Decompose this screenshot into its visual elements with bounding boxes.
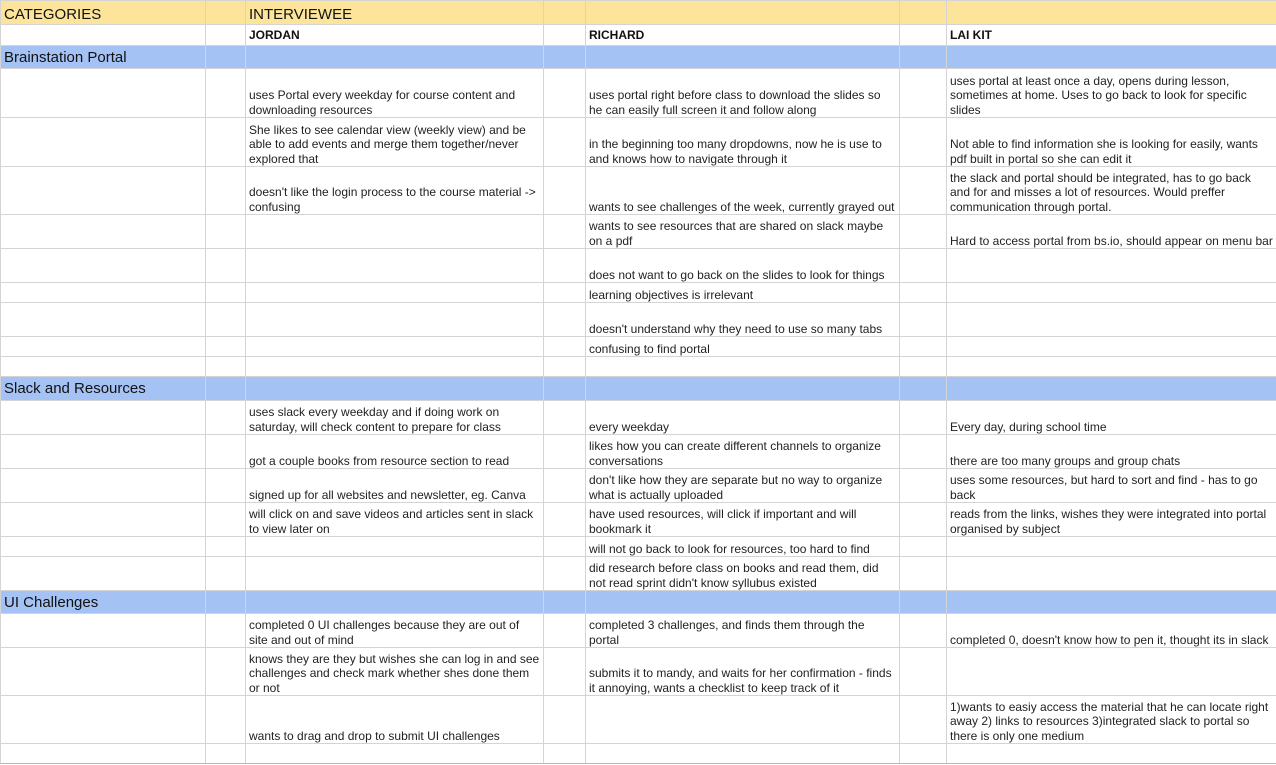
cell-richard[interactable]: did research before class on books and read them, did not read sprint didn't know syllubus existed xyxy=(586,557,900,591)
cell-jordan[interactable]: completed 0 UI challenges because they are out of site and out of mind xyxy=(246,614,544,648)
cell-richard[interactable]: does not want to go back on the slides to look for things xyxy=(586,249,900,283)
cell-jordan[interactable]: uses Portal every weekday for course content and downloading resources xyxy=(246,69,544,118)
interviewee-header[interactable]: INTERVIEWEE xyxy=(246,1,544,25)
cell-richard[interactable] xyxy=(586,696,900,744)
cell-jordan[interactable] xyxy=(246,215,544,249)
cell-laikit[interactable] xyxy=(947,249,1276,283)
cell-laikit[interactable] xyxy=(947,557,1276,591)
cell-jordan[interactable] xyxy=(246,557,544,591)
interviewee-laikit[interactable]: LAI KIT xyxy=(947,25,1276,46)
cell-jordan[interactable]: will click on and save videos and articles sent in slack to view later on xyxy=(246,503,544,537)
cell-jordan[interactable]: got a couple books from resource section to read xyxy=(246,435,544,469)
cell-richard[interactable]: in the beginning too many dropdowns, now he is use to and knows how to navigate through it xyxy=(586,118,900,167)
cell-jordan[interactable]: knows they are they but wishes she can log in and see challenges and check mark whether shes done them or not xyxy=(246,648,544,696)
section-header-row xyxy=(1,591,1276,614)
cell-jordan[interactable] xyxy=(246,537,544,557)
categories-header[interactable]: CATEGORIES xyxy=(1,1,206,25)
cell-jordan[interactable] xyxy=(246,303,544,337)
table-row xyxy=(1,435,1276,469)
cell-richard[interactable]: confusing to find portal xyxy=(586,337,900,357)
cell-richard[interactable]: every weekday xyxy=(586,401,900,435)
cell-richard[interactable]: don't like how they are separate but no way to organize what is actually uploaded xyxy=(586,469,900,503)
table-row xyxy=(1,557,1276,591)
cell-laikit[interactable] xyxy=(947,537,1276,557)
cell-richard[interactable]: doesn't understand why they need to use so many tabs xyxy=(586,303,900,337)
cell-laikit[interactable]: Not able to find information she is looking for easily, wants pdf built in portal so she can edit it xyxy=(947,118,1276,167)
table-row xyxy=(1,283,1276,303)
cell-richard[interactable]: learning objectives is irrelevant xyxy=(586,283,900,303)
table-row xyxy=(1,337,1276,357)
cell-richard[interactable]: will not go back to look for resources, too hard to find xyxy=(586,537,900,557)
table-row xyxy=(1,614,1276,648)
table-row xyxy=(1,303,1276,337)
cell-laikit[interactable]: completed 0, doesn't know how to pen it, thought its in slack xyxy=(947,614,1276,648)
cell-laikit[interactable] xyxy=(947,283,1276,303)
cell-richard[interactable]: have used resources, will click if important and will bookmark it xyxy=(586,503,900,537)
cell-richard[interactable]: wants to see challenges of the week, currently grayed out xyxy=(586,167,900,215)
table-row xyxy=(1,69,1276,118)
interviewee-jordan[interactable]: JORDAN xyxy=(246,25,544,46)
cell-laikit[interactable]: reads from the links, wishes they were integrated into portal organised by subject xyxy=(947,503,1276,537)
cell-richard[interactable]: uses portal right before class to download the slides so he can easily full screen it and follow along xyxy=(586,69,900,118)
section-header-row xyxy=(1,377,1276,401)
cell-jordan[interactable] xyxy=(246,283,544,303)
interviewee-richard[interactable]: RICHARD xyxy=(586,25,900,46)
table-row xyxy=(1,503,1276,537)
table-row xyxy=(1,469,1276,503)
cell-jordan[interactable]: wants to drag and drop to submit UI challenges xyxy=(246,696,544,744)
cell-jordan[interactable] xyxy=(246,337,544,357)
cell-laikit[interactable]: Every day, during school time xyxy=(947,401,1276,435)
empty-row xyxy=(1,744,1276,764)
empty-row xyxy=(1,357,1276,377)
cell-laikit[interactable]: uses some resources, but hard to sort and find - has to go back xyxy=(947,469,1276,503)
cell-laikit[interactable]: the slack and portal should be integrated, has to go back and for and misses a lot of resources. Would preffer communication through portal. xyxy=(947,167,1276,215)
cell-laikit[interactable] xyxy=(947,303,1276,337)
cell-jordan[interactable]: uses slack every weekday and if doing work on saturday, will check content to prepare for class xyxy=(246,401,544,435)
section-title[interactable]: Slack and Resources xyxy=(1,377,206,401)
cell-laikit[interactable]: 1)wants to easiy access the material that he can locate right away 2) links to resources 3)integrated slack to portal so there is only one medium xyxy=(947,696,1276,744)
table-row xyxy=(1,648,1276,696)
cell-jordan[interactable]: signed up for all websites and newsletter, eg. Canva xyxy=(246,469,544,503)
cell-laikit[interactable]: Hard to access portal from bs.io, should appear on menu bar xyxy=(947,215,1276,249)
section-header-row xyxy=(1,46,1276,69)
cell-laikit[interactable]: there are too many groups and group chats xyxy=(947,435,1276,469)
cell-richard[interactable]: submits it to mandy, and waits for her confirmation - finds it annoying, wants a checklist to keep track of it xyxy=(586,648,900,696)
cell-richard[interactable]: wants to see resources that are shared on slack maybe on a pdf xyxy=(586,215,900,249)
section-title[interactable]: UI Challenges xyxy=(1,591,206,614)
cell-laikit[interactable] xyxy=(947,337,1276,357)
table-row xyxy=(1,167,1276,215)
cell-laikit[interactable]: uses portal at least once a day, opens during lesson, sometimes at home. Uses to go back to look for specific slides xyxy=(947,69,1276,118)
table-row xyxy=(1,696,1276,744)
header-row xyxy=(1,1,1276,25)
table-row xyxy=(1,118,1276,167)
cell-jordan[interactable] xyxy=(246,249,544,283)
cell-richard[interactable]: completed 3 challenges, and finds them through the portal xyxy=(586,614,900,648)
cell-jordan[interactable]: doesn't like the login process to the course material -> confusing xyxy=(246,167,544,215)
cell-richard[interactable]: likes how you can create different channels to organize conversations xyxy=(586,435,900,469)
cell-jordan[interactable]: She likes to see calendar view (weekly view) and be able to add events and merge them together/never explored that xyxy=(246,118,544,167)
cell-laikit[interactable] xyxy=(947,648,1276,696)
section-title[interactable]: Brainstation Portal xyxy=(1,46,206,69)
table-row xyxy=(1,249,1276,283)
table-row xyxy=(1,401,1276,435)
table-row xyxy=(1,537,1276,557)
table-row xyxy=(1,215,1276,249)
interviewee-names-row xyxy=(1,25,1276,46)
